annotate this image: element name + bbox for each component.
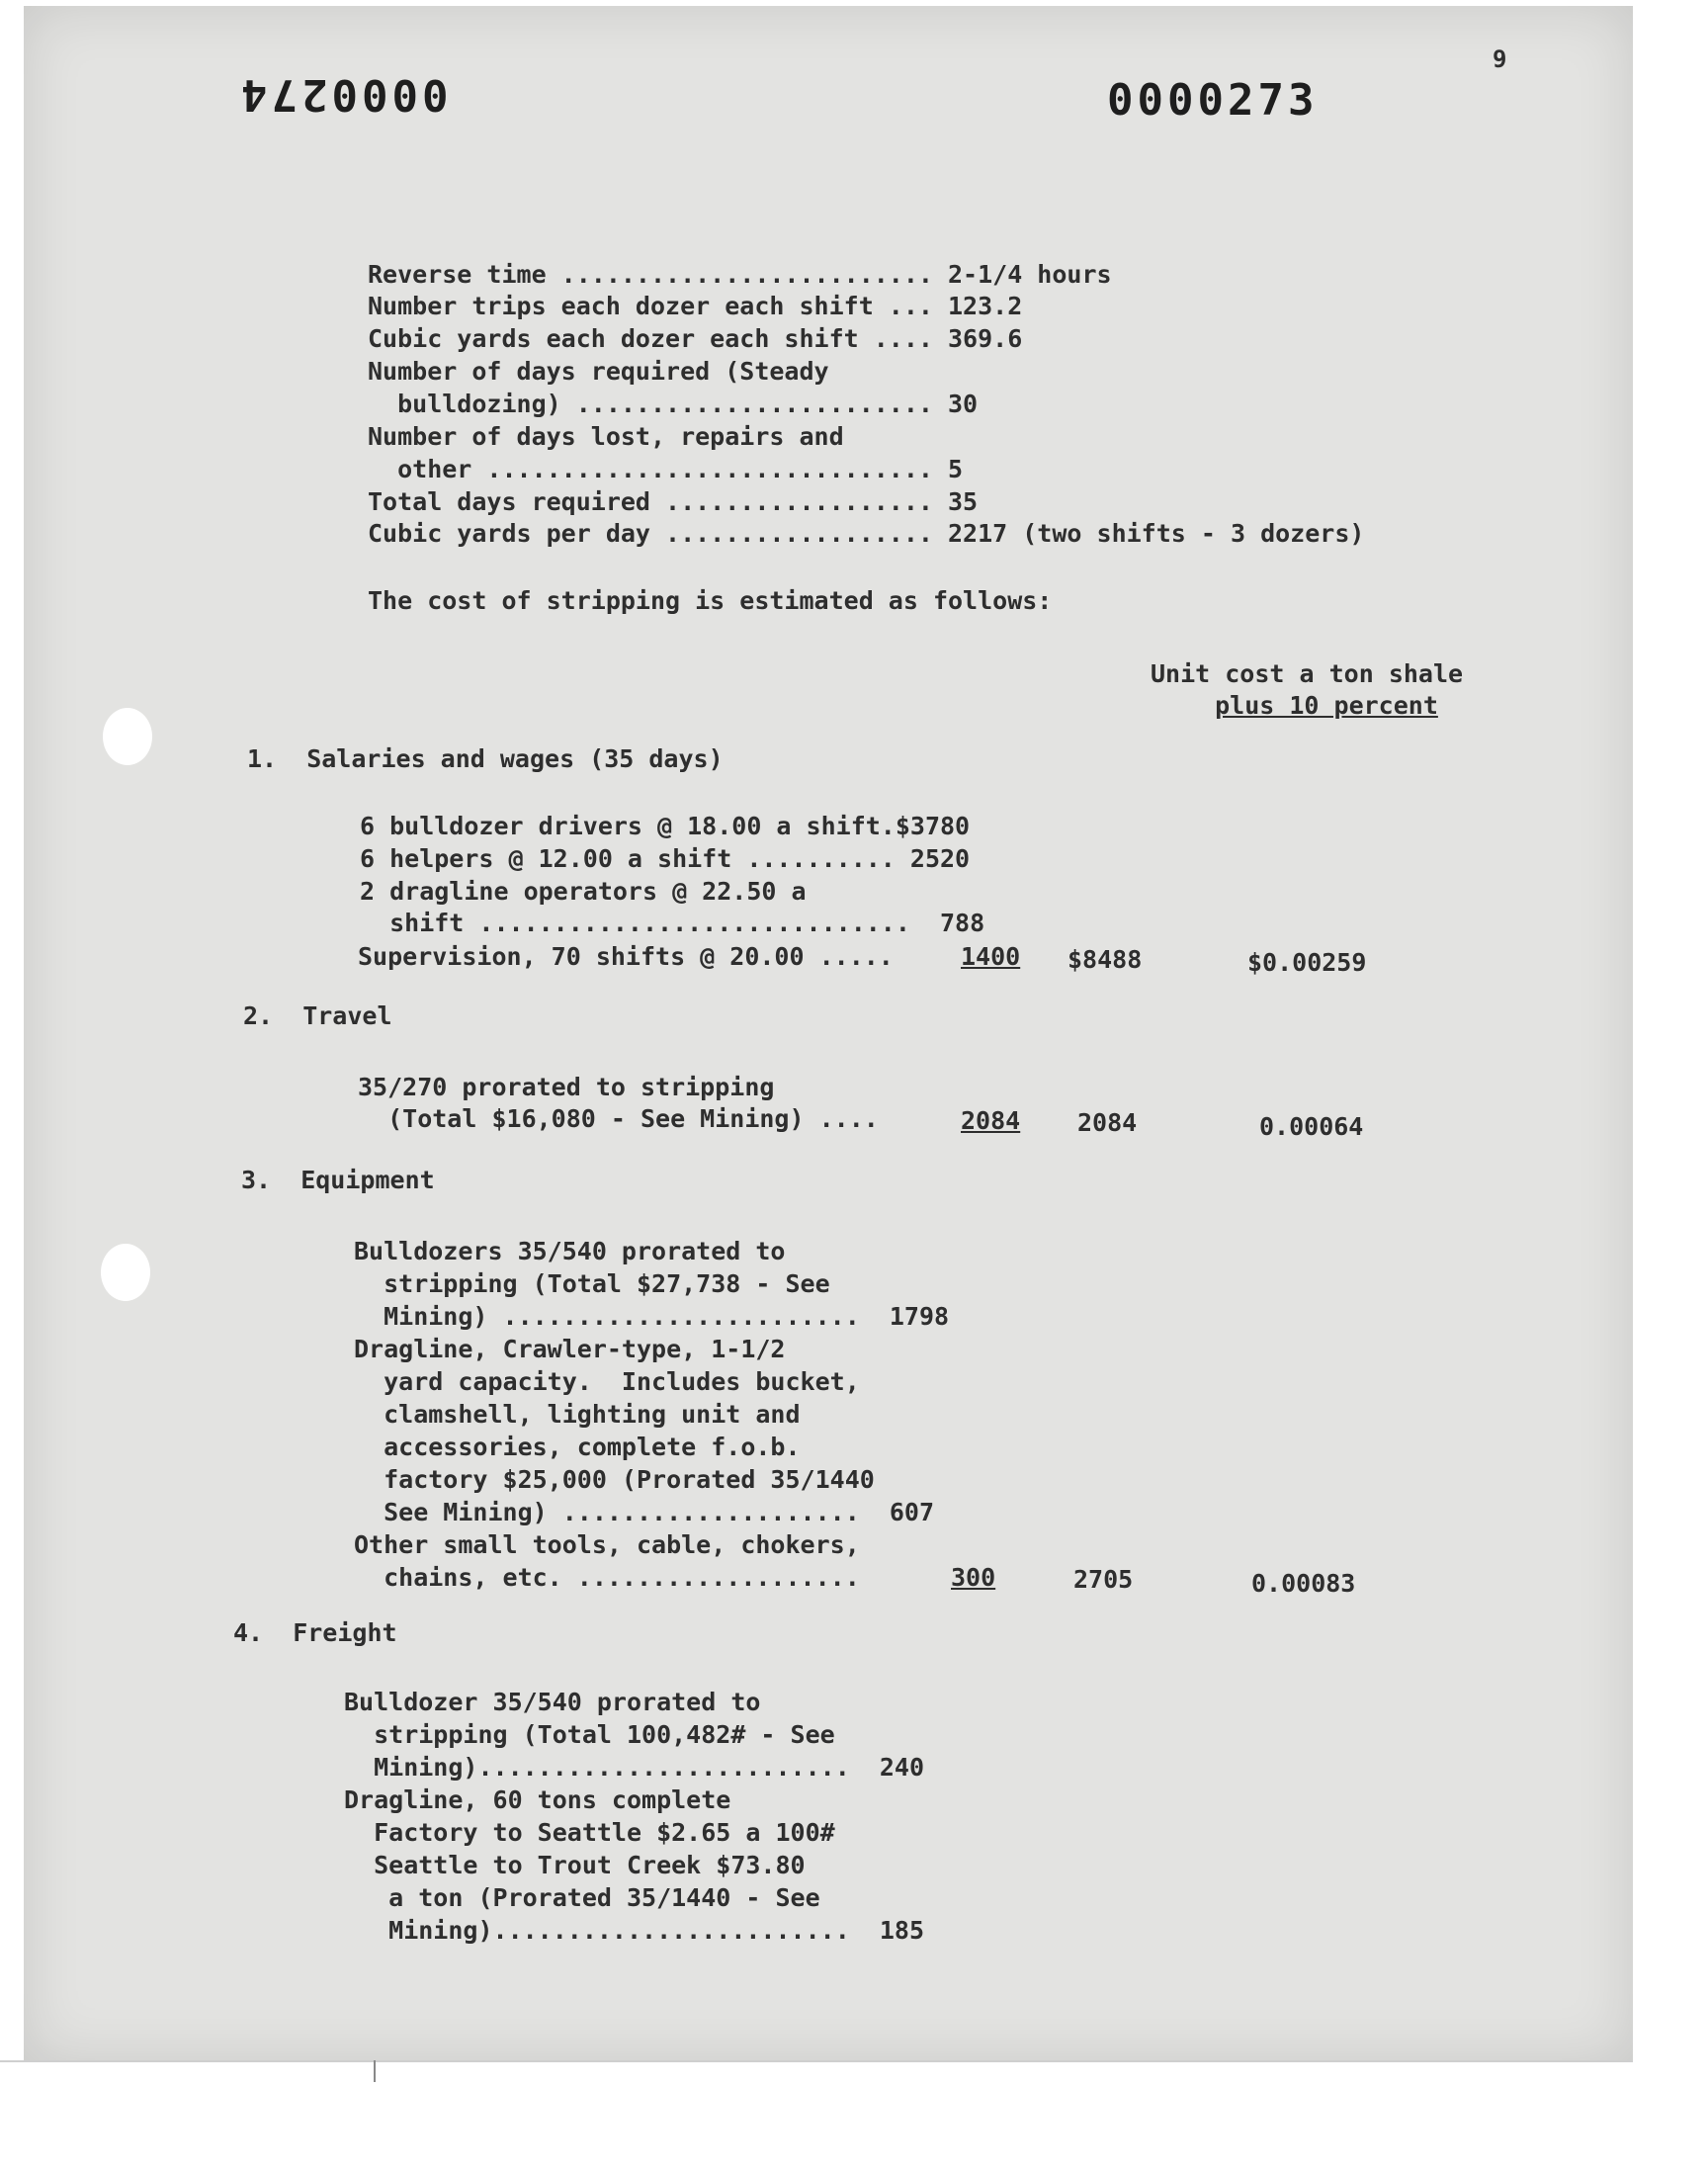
summary-line: Number of days lost, repairs and: [368, 422, 844, 451]
line-item: Bulldozers 35/540 prorated to: [354, 1237, 786, 1265]
line-item: Mining) ........................ 1798: [354, 1302, 950, 1331]
page-number: 9: [1493, 45, 1507, 73]
line-item: a ton (Prorated 35/1440 - See: [344, 1883, 820, 1912]
section-total: $8488: [1068, 945, 1143, 974]
line-item: stripping (Total $27,738 - See: [354, 1269, 830, 1298]
line-item: Dragline, Crawler-type, 1-1/2: [354, 1335, 786, 1363]
line-item: Bulldozer 35/540 prorated to: [344, 1688, 761, 1716]
unit-cost-header-sub: plus 10 percent: [1215, 691, 1438, 720]
line-item: 6 bulldozer drivers @ 18.00 a shift.$3780: [360, 812, 971, 840]
line-item-value: 1400: [961, 942, 1021, 971]
section-heading-freight: 4. Freight: [233, 1618, 397, 1647]
punch-hole: [101, 1244, 150, 1301]
intro-text: The cost of stripping is estimated as follows:: [368, 586, 1053, 615]
line-item: Supervision, 70 shifts @ 20.00 .....: [358, 942, 894, 971]
scan-tick-mark: [374, 2060, 376, 2082]
summary-line: Number of days required (Steady: [368, 357, 829, 386]
line-item-value: 300: [951, 1563, 996, 1592]
line-item: Dragline, 60 tons complete: [344, 1785, 731, 1814]
summary-line: Number trips each dozer each shift ... 123.2: [368, 292, 1023, 320]
line-item: Mining)........................ 185: [344, 1916, 924, 1945]
line-item: 35/270 prorated to stripping: [358, 1073, 775, 1101]
summary-line: bulldozing) ........................ 30: [368, 390, 979, 418]
summary-line: Reverse time ......................... 2-1/4 hours: [368, 260, 1112, 289]
section-total: 2705: [1073, 1565, 1134, 1594]
section-heading-travel: 2. Travel: [243, 1001, 392, 1030]
section-heading-equipment: 3. Equipment: [241, 1166, 435, 1194]
line-item: factory $25,000 (Prorated 35/1440: [354, 1465, 875, 1494]
line-item: Seattle to Trout Creek $73.80: [344, 1851, 806, 1879]
line-item: chains, etc. ...................: [354, 1563, 860, 1592]
summary-line: Cubic yards each dozer each shift .... 369.6: [368, 324, 1023, 353]
unit-cost-header: Unit cost a ton shale: [1151, 659, 1464, 688]
section-total: 2084: [1077, 1108, 1138, 1137]
summary-line: other .............................. 5: [368, 455, 964, 483]
page-bottom-edge: [0, 2060, 1633, 2062]
line-item: stripping (Total 100,482# - See: [344, 1720, 835, 1749]
line-item: accessories, complete f.o.b.: [354, 1433, 801, 1461]
section-heading-salaries: 1. Salaries and wages (35 days): [247, 744, 724, 773]
line-item: yard capacity. Includes bucket,: [354, 1367, 860, 1396]
line-item: Mining)......................... 240: [344, 1753, 924, 1782]
line-item: 2 dragline operators @ 22.50 a: [360, 877, 807, 906]
line-item: Factory to Seattle $2.65 a 100#: [344, 1818, 835, 1847]
line-item: (Total $16,080 - See Mining) ....: [358, 1104, 879, 1133]
line-item: clamshell, lighting unit and: [354, 1400, 801, 1429]
summary-line: Total days required .................. 35: [368, 487, 979, 516]
section-unit-cost: $0.00259: [1247, 948, 1367, 977]
summary-line: Cubic yards per day .................. 2217 (two shifts - 3 dozers): [368, 519, 1365, 548]
bates-stamp-left: 0000274: [237, 69, 449, 120]
line-item: shift ............................. 788: [360, 909, 985, 937]
line-item-value: 2084: [961, 1106, 1021, 1135]
line-item: See Mining) .................... 607: [354, 1498, 934, 1526]
line-item: Other small tools, cable, chokers,: [354, 1530, 860, 1559]
line-item: 6 helpers @ 12.00 a shift .......... 2520: [360, 844, 971, 873]
section-unit-cost: 0.00083: [1251, 1569, 1356, 1598]
section-unit-cost: 0.00064: [1259, 1112, 1364, 1141]
bates-stamp-right: 0000273: [1107, 75, 1319, 126]
punch-hole: [103, 708, 152, 765]
